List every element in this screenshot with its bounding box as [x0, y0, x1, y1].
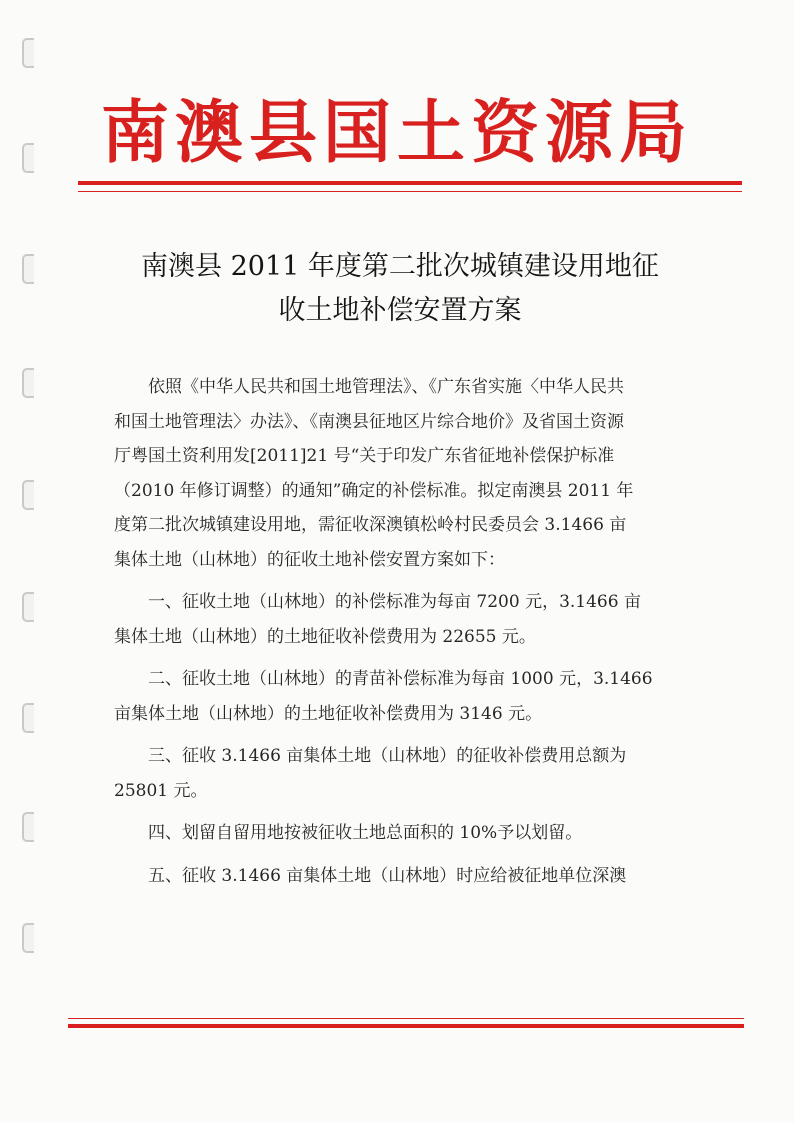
intro-line: （2010 年修订调整）的通知”确定的补偿标准。拟定南澳县 2011 年	[114, 480, 634, 501]
list-item-3	[114, 739, 690, 808]
document-body	[114, 370, 690, 893]
letterhead-thin-rule	[78, 191, 742, 192]
binder-hole	[22, 368, 34, 398]
binder-hole	[22, 480, 34, 510]
binder-hole	[22, 38, 34, 68]
list-item-line: 一、征收土地（山林地）的补偿标准为每亩 7200 元，3.1466 亩	[148, 592, 641, 612]
list-item-1	[114, 585, 690, 654]
intro-line: 依照《中华人民共和国土地管理法》、《广东省实施〈中华人民共	[148, 377, 624, 397]
intro-line: 度第二批次城镇建设用地，需征收深澳镇松岭村民委员会 3.1466 亩	[114, 515, 627, 535]
list-item-line: 三、征收 3.1466 亩集体土地（山林地）的征收补偿费用总额为	[148, 746, 627, 766]
intro-line: 和国土地管理法〉办法》、《南澳县征地区片综合地价》及省国土资源	[114, 411, 624, 432]
binder-hole	[22, 703, 34, 733]
intro-line: 厅粤国土资利用发[2011]21 号“关于印发广东省征地补偿保护标准	[114, 446, 615, 466]
list-item-line: 集体土地（山林地）的土地征收补偿费用为 22655 元。	[114, 626, 536, 647]
binder-hole	[22, 923, 34, 953]
list-item-2	[114, 662, 690, 731]
footer-thick-rule	[68, 1024, 744, 1028]
list-item-line: 四、划留自留用地按被征收土地总面积的 10%予以划留。	[148, 823, 583, 843]
footer-thin-rule	[68, 1018, 744, 1019]
title-line-2: 收土地补偿安置方案	[278, 295, 522, 326]
list-item-5	[114, 859, 690, 894]
document-title	[60, 245, 740, 333]
list-item-4	[114, 816, 690, 851]
binder-hole	[22, 592, 34, 622]
intro-paragraph	[114, 370, 690, 577]
intro-line: 集体土地（山林地）的征收土地补偿安置方案如下：	[114, 549, 505, 570]
letterhead-thick-rule	[78, 181, 742, 185]
title-line-1: 南澳县 2011 年度第二批次城镇建设用地征	[141, 251, 659, 282]
letterhead-org-name: 南澳县国土资源局	[100, 93, 693, 173]
binder-hole	[22, 254, 34, 284]
binder-hole	[22, 812, 34, 842]
list-item-line: 25801 元。	[114, 780, 208, 801]
list-item-line: 亩集体土地（山林地）的土地征收补偿费用为 3146 元。	[114, 703, 543, 724]
list-item-line: 五、征收 3.1466 亩集体土地（山林地）时应给被征地单位深澳	[148, 865, 627, 886]
list-item-line: 二、征收土地（山林地）的青苗补偿标准为每亩 1000 元，3.1466	[148, 669, 653, 689]
